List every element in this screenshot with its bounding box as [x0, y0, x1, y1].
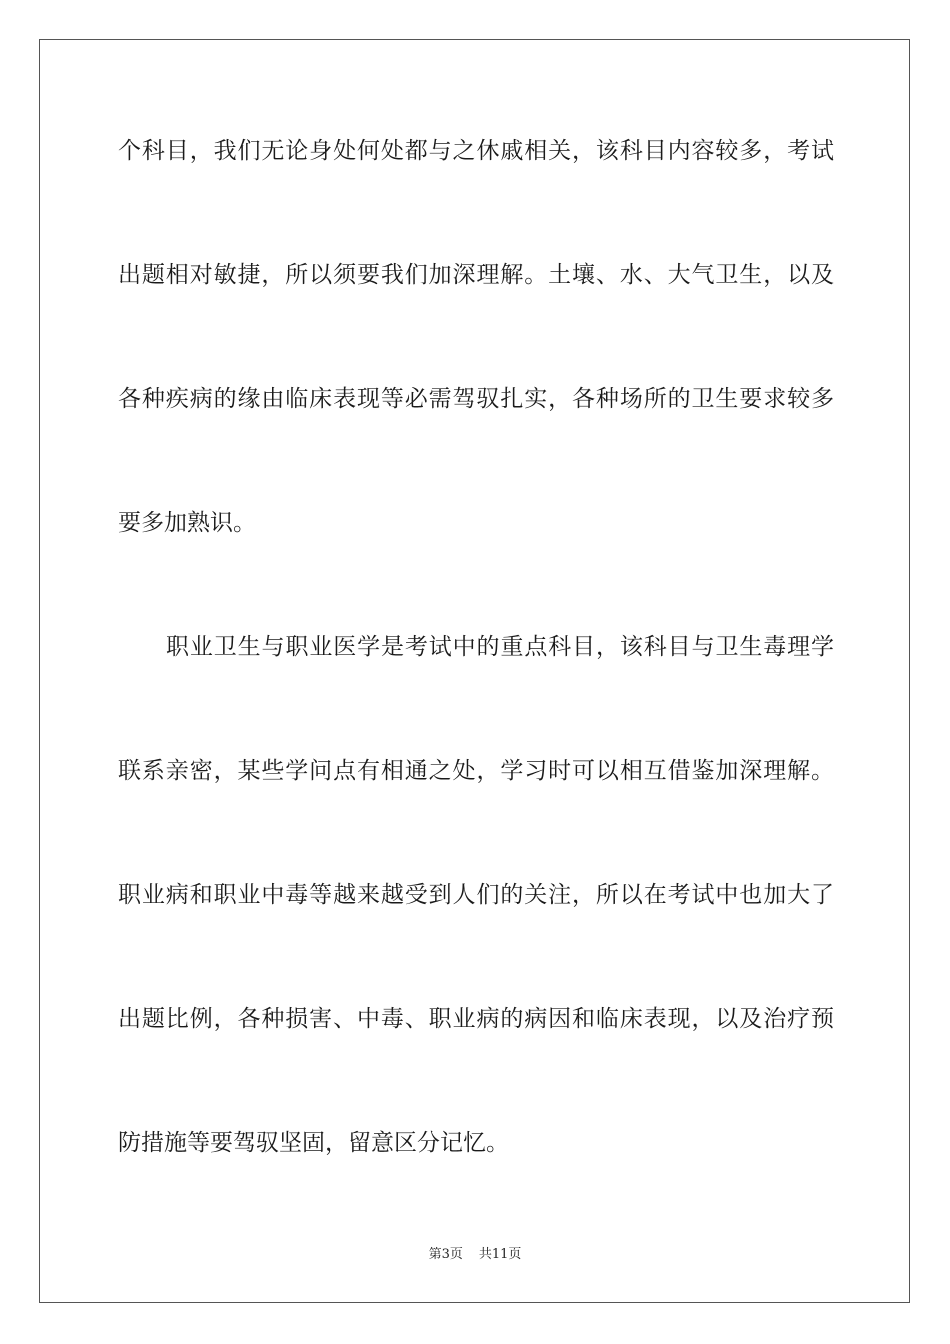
- body-line-4: 要多加熟识。: [118, 510, 256, 536]
- body-line-7: 职业病和职业中毒等越来越受到人们的关注，所以在考试中也加大了: [118, 882, 834, 908]
- page-border: [39, 39, 910, 1303]
- body-line-1: 个科目，我们无论身处何处都与之休戚相关，该科目内容较多，考试: [118, 138, 834, 164]
- body-line-9: 防措施等要驾驭坚固，留意区分记忆。: [118, 1130, 509, 1156]
- body-line-5: 职业卫生与职业医学是考试中的重点科目，该科目与卫生毒理学: [166, 634, 834, 660]
- body-line-3: 各种疾病的缘由临床表现等必需驾驭扎实，各种场所的卫生要求较多: [118, 386, 834, 412]
- page-number: 第3页: [428, 1247, 463, 1262]
- body-line-8: 出题比例，各种损害、中毒、职业病的病因和临床表现，以及治疗预: [118, 1006, 834, 1032]
- body-line-2: 出题相对敏捷，所以须要我们加深理解。土壤、水、大气卫生，以及: [118, 262, 834, 288]
- page-footer: [0, 1246, 950, 1264]
- body-line-6: 联系亲密，某些学问点有相通之处，学习时可以相互借鉴加深理解。: [118, 758, 834, 784]
- page-total: 共11页: [478, 1247, 522, 1262]
